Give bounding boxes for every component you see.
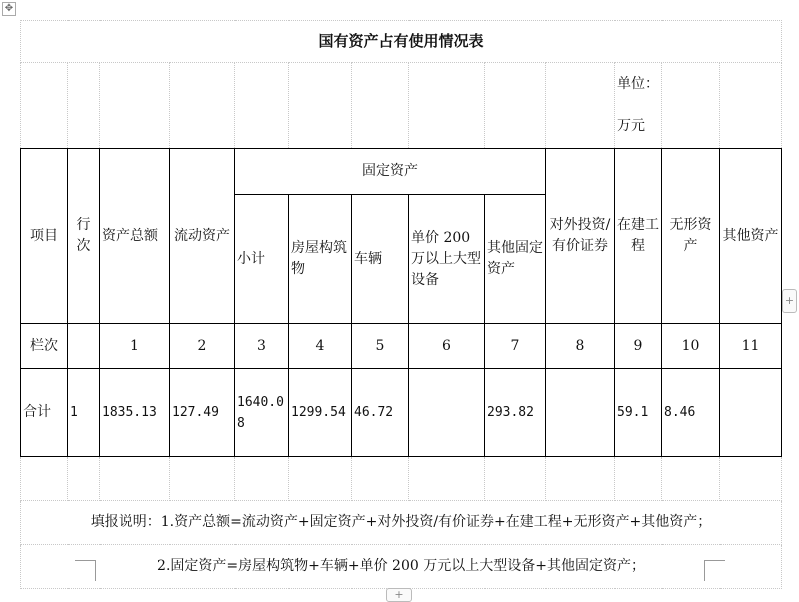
- column-number: 11: [720, 324, 782, 369]
- note-2: 2.固定资产=房屋构筑物+车辆+单价 200 万元以上大型设备+其他固定资产；: [21, 545, 782, 589]
- column-number: 10: [662, 324, 720, 369]
- header-large-equipment: 单价 200 万以上大型设备: [409, 195, 485, 324]
- table-move-handle-icon[interactable]: ✥: [2, 2, 16, 16]
- header-other-assets: 其他资产: [720, 149, 782, 324]
- page-corner-mark-right: [704, 560, 725, 581]
- column-number: 5: [352, 324, 409, 369]
- column-number: 2: [170, 324, 235, 369]
- header-investments: 对外投资/有价证券: [546, 149, 615, 324]
- add-column-button[interactable]: +: [782, 289, 797, 313]
- table-title: 国有资产占有使用情况表: [21, 21, 782, 63]
- header-intangible: 无形资产: [662, 149, 720, 324]
- total-row: [21, 369, 782, 457]
- header-vehicles: 车辆: [352, 195, 409, 324]
- column-number: 7: [485, 324, 546, 369]
- header-total-assets: 资产总额: [100, 149, 170, 324]
- add-row-button[interactable]: +: [386, 588, 412, 602]
- total-value[interactable]: 1299.54: [289, 369, 352, 457]
- note-1: 填报说明：1.资产总额=流动资产+固定资产+对外投资/有价证券+在建工程+无形资产+其他资产；: [21, 501, 782, 545]
- header-current-assets: 流动资产: [170, 149, 235, 324]
- header-item: 项目: [21, 149, 68, 324]
- column-number: 1: [100, 324, 170, 369]
- total-value[interactable]: 46.72: [352, 369, 409, 457]
- column-number: 6: [409, 324, 485, 369]
- total-value[interactable]: 293.82: [485, 369, 546, 457]
- total-value[interactable]: 59.1: [615, 369, 662, 457]
- total-value[interactable]: 127.49: [170, 369, 235, 457]
- column-number-row: [21, 324, 782, 369]
- header-buildings: 房屋构筑物: [289, 195, 352, 324]
- header-fixed-assets: 固定资产: [235, 149, 546, 195]
- column-number: 9: [615, 324, 662, 369]
- column-number: 8: [546, 324, 615, 369]
- asset-table: [20, 20, 782, 589]
- column-row-label: 栏次: [21, 324, 68, 369]
- total-row-label[interactable]: 合计: [21, 369, 68, 457]
- header-other-fixed: 其他固定资产: [485, 195, 546, 324]
- unit-label: 单位： 万元: [615, 63, 662, 149]
- column-number: 4: [289, 324, 352, 369]
- total-value[interactable]: 8.46: [662, 369, 720, 457]
- total-value[interactable]: [409, 369, 485, 457]
- total-row-no[interactable]: 1: [68, 369, 100, 457]
- total-value[interactable]: [546, 369, 615, 457]
- column-number: 3: [235, 324, 289, 369]
- header-subtotal: 小计: [235, 195, 289, 324]
- total-value[interactable]: [720, 369, 782, 457]
- page-corner-mark-left: [75, 560, 96, 581]
- total-value[interactable]: 1835.13: [100, 369, 170, 457]
- header-construction: 在建工程: [615, 149, 662, 324]
- header-row-no: 行次: [68, 149, 100, 324]
- total-value[interactable]: 1640.08: [235, 369, 289, 457]
